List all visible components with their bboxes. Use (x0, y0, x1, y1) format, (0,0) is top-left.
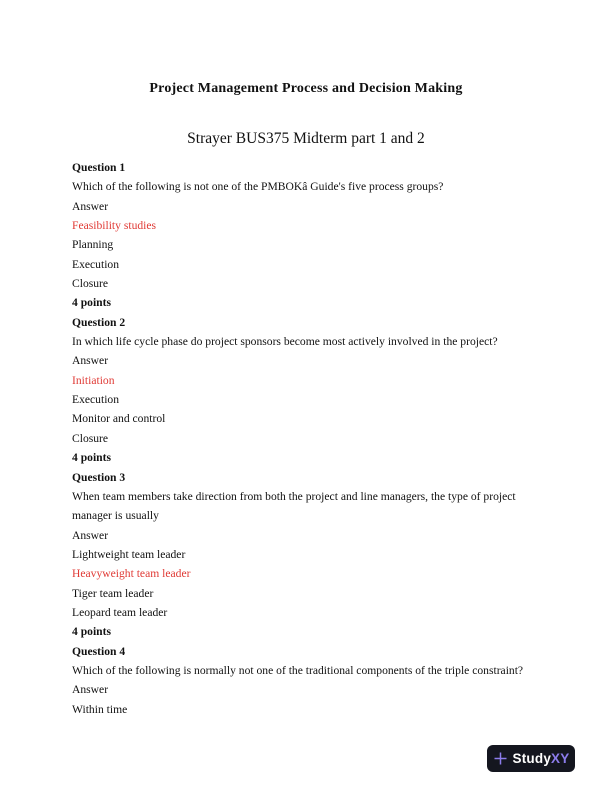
plus-icon (493, 751, 508, 766)
document-line: Monitor and control (72, 412, 166, 426)
document-line: Tiger team leader (72, 586, 154, 600)
document-line: Answer (72, 354, 109, 368)
document-line: Which of the following is not one of the PMBOKâ Guide's five process groups? (72, 180, 444, 194)
studyxy-logo[interactable] (487, 745, 575, 772)
document-line: Heavyweight team leader (72, 567, 191, 581)
brand-accent: XY (551, 751, 570, 766)
document-line: Initiation (72, 373, 115, 387)
document-line: Answer (72, 199, 109, 213)
document-line: Answer (72, 683, 109, 697)
brand-wordmark (513, 751, 570, 766)
document-line: In which life cycle phase do project sponsors become most actively involved in the project? (72, 335, 498, 349)
document-line: Closure (72, 277, 109, 291)
document-line: Which of the following is normally not one of the traditional components of the triple constraint? (72, 663, 524, 677)
document-line: Question 3 (72, 470, 126, 484)
document-line: Question 1 (72, 161, 126, 174)
document-line: Question 4 (72, 644, 126, 658)
document-line: Planning (72, 238, 114, 252)
document-body (72, 158, 540, 719)
document-line: Question 2 (72, 315, 126, 329)
document-line: Within time (72, 702, 128, 716)
document-line: 4 points (72, 625, 111, 639)
document-line: Execution (72, 257, 120, 271)
document-line: Feasibility studies (72, 219, 157, 233)
document-line: 4 points (72, 296, 111, 310)
document-line: Closure (72, 431, 109, 445)
document-line: Leopard team leader (72, 605, 168, 619)
page-subtitle: Strayer BUS375 Midterm part 1 and 2 (187, 130, 425, 147)
document-line: 4 points (72, 451, 111, 465)
document-line: Lightweight team leader (72, 547, 186, 561)
document-line: When team members take direction from both the project and line managers, the type of project manager is usually (72, 489, 516, 523)
page-title: Project Management Process and Decision Making (149, 81, 463, 97)
document-line: Answer (72, 528, 109, 542)
brand-primary: Study (512, 751, 552, 766)
document-line: Execution (72, 393, 120, 407)
